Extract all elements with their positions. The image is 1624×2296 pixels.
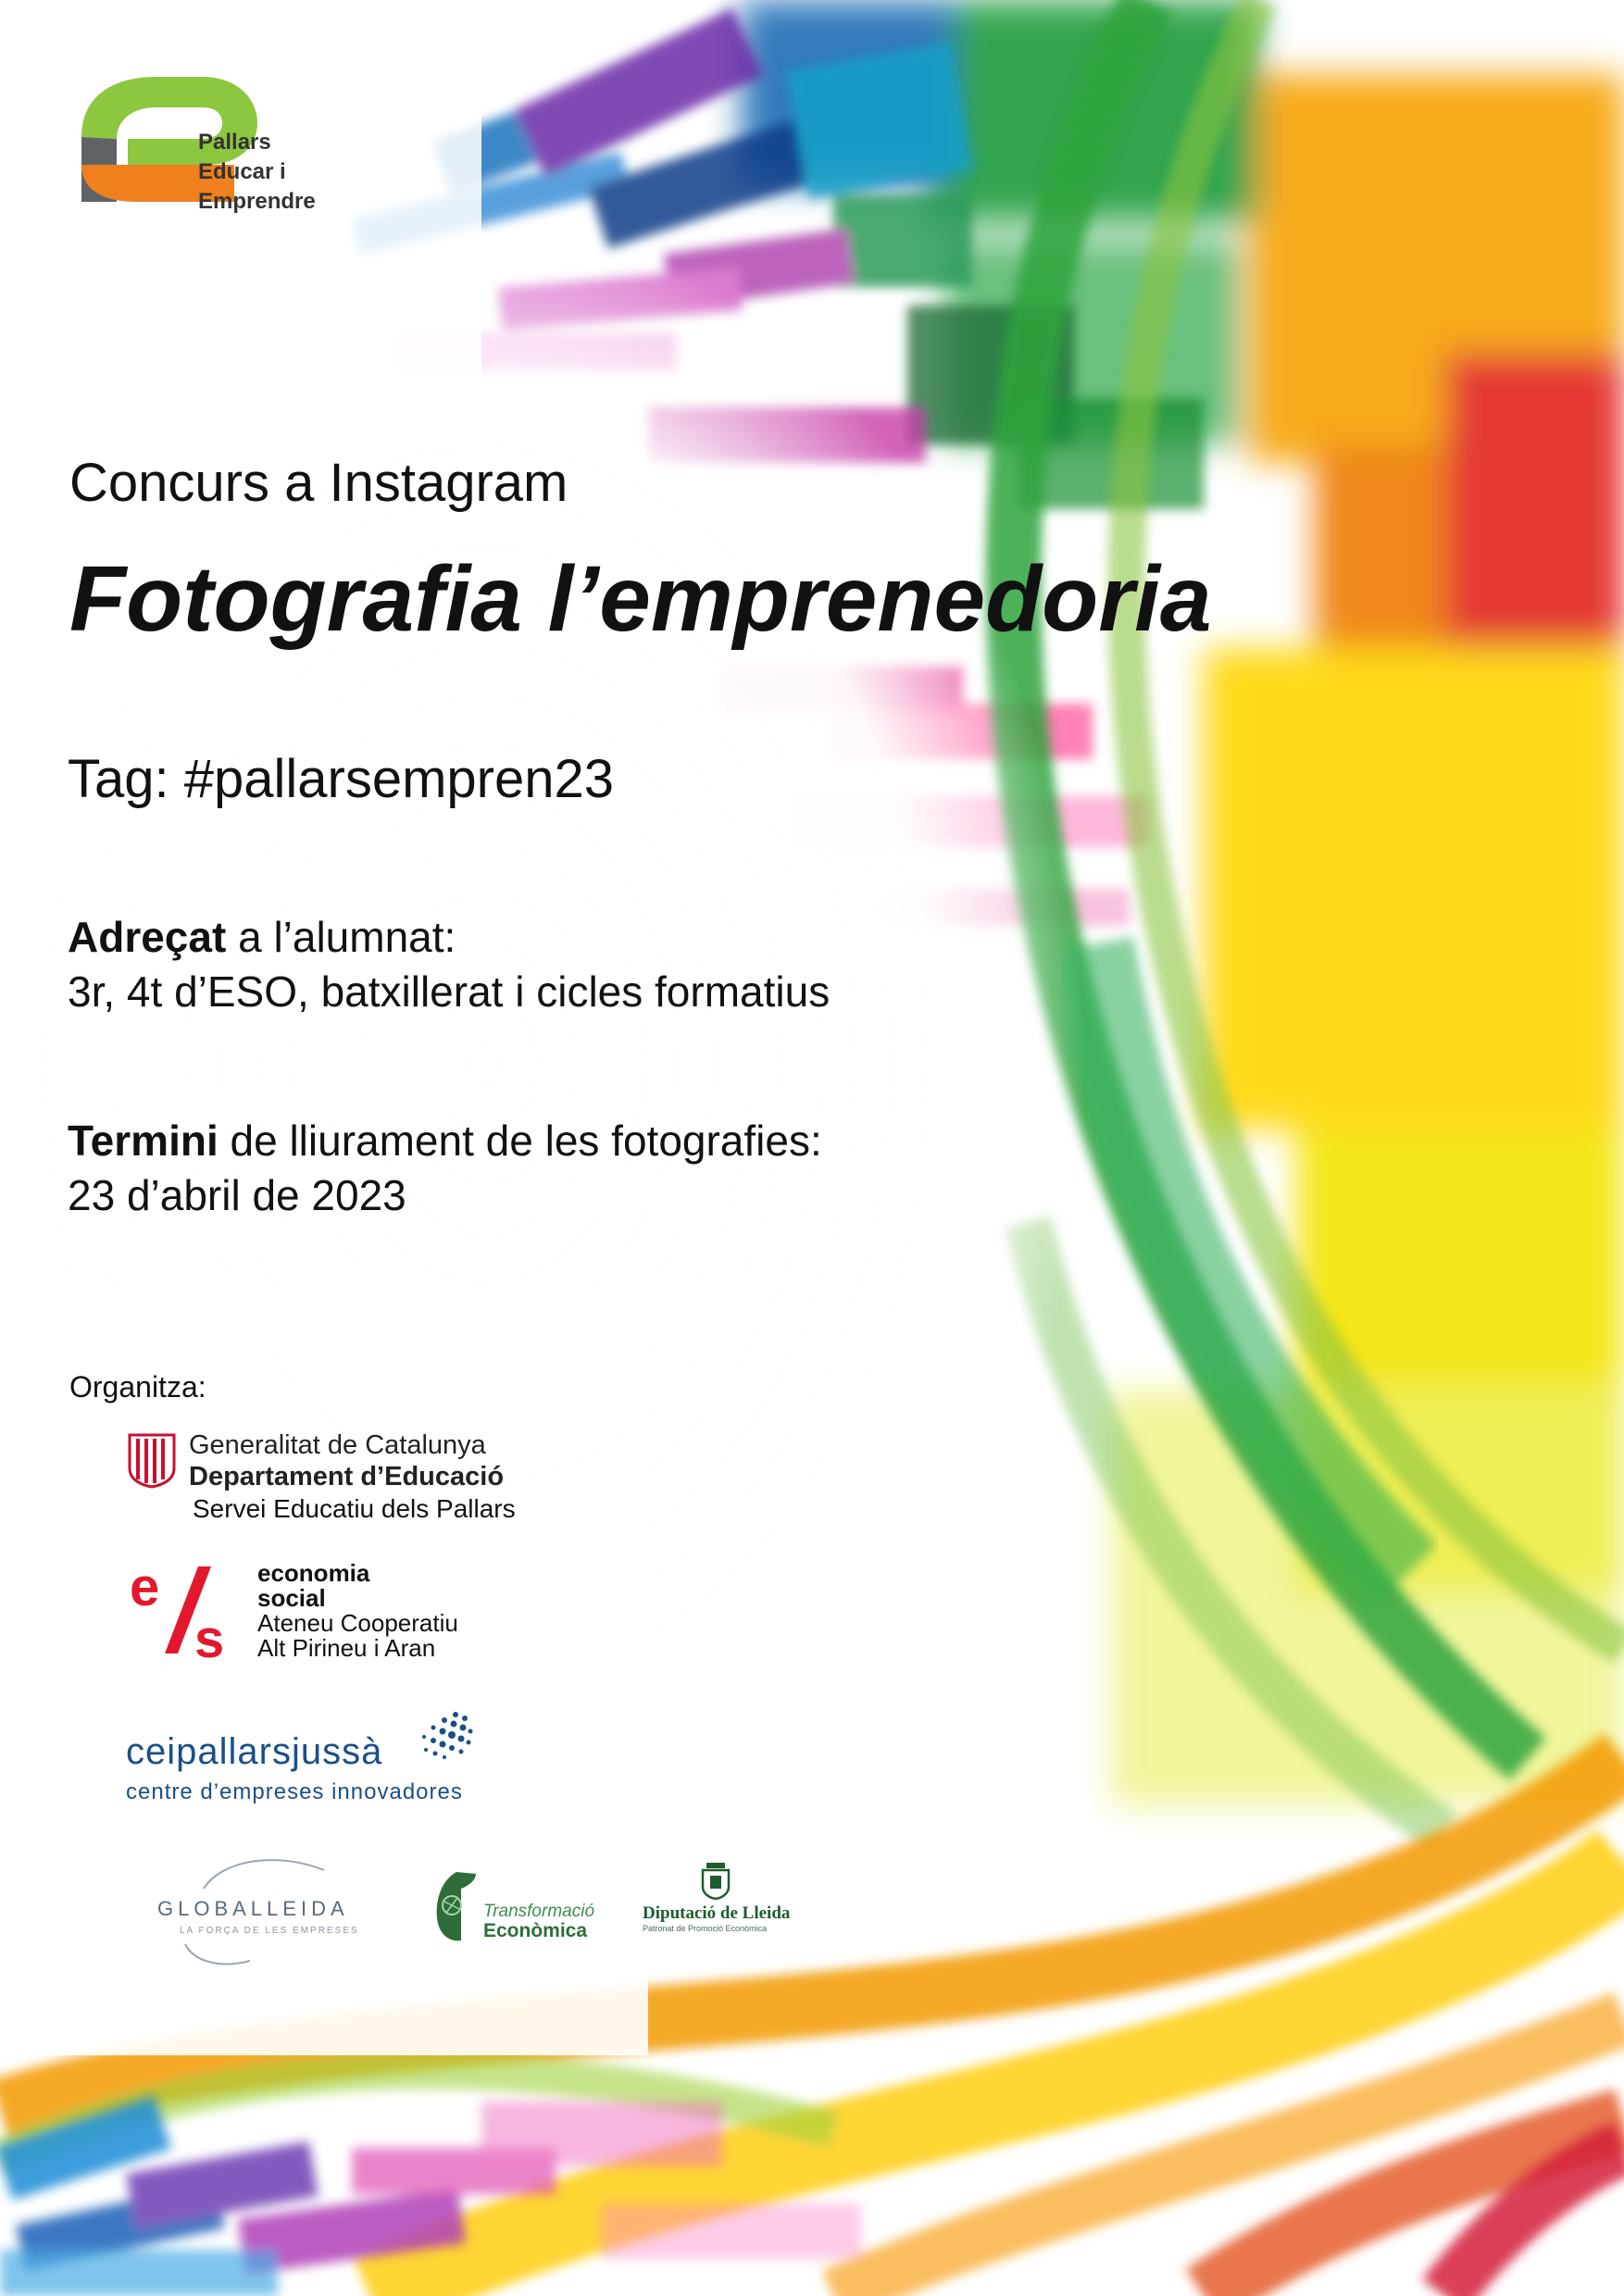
ceip-subtitle: centre d’empreses innovadores: [126, 1779, 463, 1804]
diputacio-subtitle: Patronat de Promoció Econòmica: [643, 1924, 768, 1933]
generalitat-service: Servei Educatiu dels Pallars: [193, 1494, 516, 1523]
audience-label: [68, 912, 456, 962]
es-line-4: Alt Pirineu i Aran: [257, 1634, 436, 1662]
contest-title: Fotografia l’emprenedoria: [69, 547, 1212, 651]
svg-text:e: e: [130, 1561, 160, 1617]
deadline-label-rest: de lliurament de les fotografies:: [218, 1117, 822, 1165]
audience-label-bold: Adreçat: [68, 913, 227, 961]
brand-line-1: Pallars: [198, 130, 271, 155]
hashtag: Tag: #pallarsempren23: [68, 749, 615, 809]
audience-label-rest: a l’alumnat:: [226, 913, 456, 961]
es-line-1: economia: [257, 1559, 370, 1587]
ceip-dots-icon: [407, 1709, 474, 1765]
ceip-name: ceipallarsjussà: [126, 1731, 383, 1772]
deadline-label-bold: Termini: [68, 1117, 219, 1165]
brand-line-3: Emprendre: [198, 189, 316, 214]
generalitat-line-1: Generalitat de Catalunya: [189, 1430, 486, 1460]
generalitat-emblem-icon: [126, 1431, 178, 1489]
globalleida-name: GLOBALLEIDA: [157, 1897, 349, 1920]
globalleida-subtitle: LA FORÇA DE LES EMPRESES: [180, 1926, 359, 1936]
audience-value: 3r, 4t d’ESO, batxillerat i cicles formatius: [68, 967, 831, 1016]
transformacio-line-2: Econòmica: [483, 1920, 588, 1941]
contest-subtitle: Concurs a Instagram: [69, 453, 568, 513]
es-line-3: Ateneu Cooperatiu: [257, 1609, 458, 1637]
svg-text:s: s: [194, 1609, 225, 1665]
organizers-label: Organitza:: [69, 1370, 206, 1404]
brand-line-2: Educar i: [198, 159, 286, 184]
deadline-label: [68, 1116, 822, 1166]
es-line-2: social: [257, 1584, 326, 1612]
brand-name: [198, 128, 316, 217]
economia-social-text: [257, 1561, 458, 1661]
diputacio-name: Diputació de Lleida: [643, 1903, 791, 1923]
transformacio-line-1: Transformació: [483, 1902, 595, 1921]
diputacio-crest-icon: [699, 1861, 732, 1900]
economia-social-logo: [126, 1561, 237, 1665]
deadline-value: 23 d’abril de 2023: [68, 1171, 406, 1219]
transformacio-economica-icon: [433, 1870, 480, 1944]
generalitat-line-2: Departament d’Educació: [189, 1462, 505, 1491]
generalitat-text: [189, 1429, 504, 1492]
